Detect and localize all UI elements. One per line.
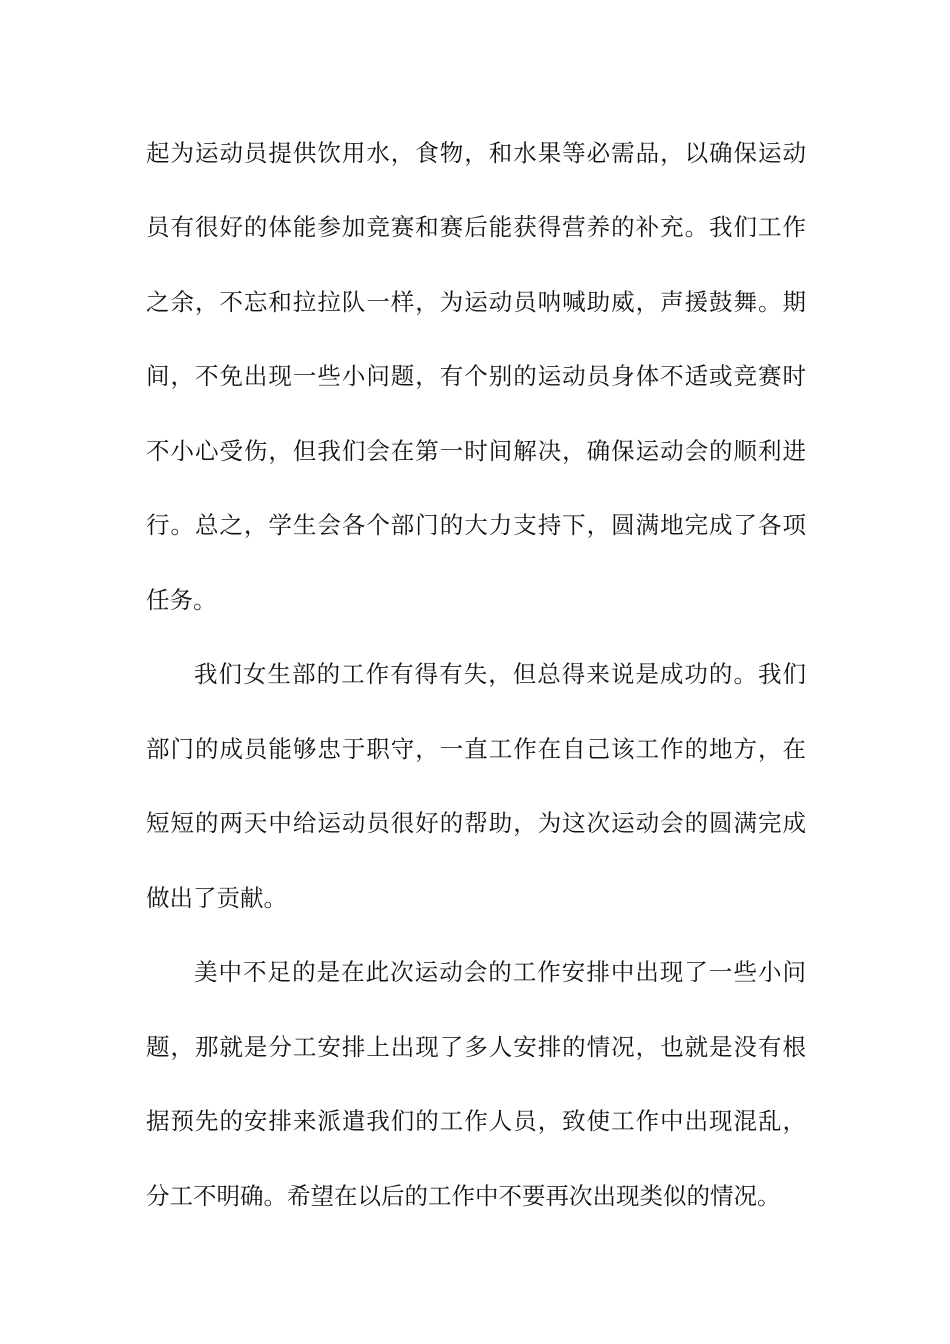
text-line: 部门的成员能够忠于职守，一直工作在自己该工作的地方，在 xyxy=(146,735,806,763)
text-line: 间，不免出现一些小问题，有个别的运动员身体不适或竞赛时 xyxy=(146,362,806,390)
text-line: 据预先的安排来派遣我们的工作人员，致使工作中出现混乱， xyxy=(146,1107,806,1135)
text-line: 行。总之，学生会各个部门的大力支持下，圆满地完成了各项 xyxy=(146,511,806,539)
text-line: 分工不明确。希望在以后的工作中不要再次出现类似的情况。 xyxy=(146,1182,781,1210)
text-line: 员有很好的体能参加竞赛和赛后能获得营养的补充。我们工作 xyxy=(146,213,806,241)
text-line: 短短的两天中给运动员很好的帮助，为这次运动会的圆满完成 xyxy=(146,809,806,837)
text-line: 做出了贡献。 xyxy=(146,884,287,912)
paragraph-first-line: 我们女生部的工作有得有失，但总得来说是成功的。我们 xyxy=(194,660,806,688)
text-line: 题，那就是分工安排上出现了多人安排的情况，也就是没有根 xyxy=(146,1033,806,1061)
text-line: 不小心受伤，但我们会在第一时间解决，确保运动会的顺利进 xyxy=(146,437,806,465)
text-line: 任务。 xyxy=(146,586,217,614)
text-line: 起为运动员提供饮用水，食物，和水果等必需品，以确保运动 xyxy=(146,139,806,167)
paragraph-first-line: 美中不足的是在此次运动会的工作安排中出现了一些小问 xyxy=(194,958,806,986)
text-line: 之余，不忘和拉拉队一样，为运动员呐喊助威，声援鼓舞。期 xyxy=(146,288,806,316)
